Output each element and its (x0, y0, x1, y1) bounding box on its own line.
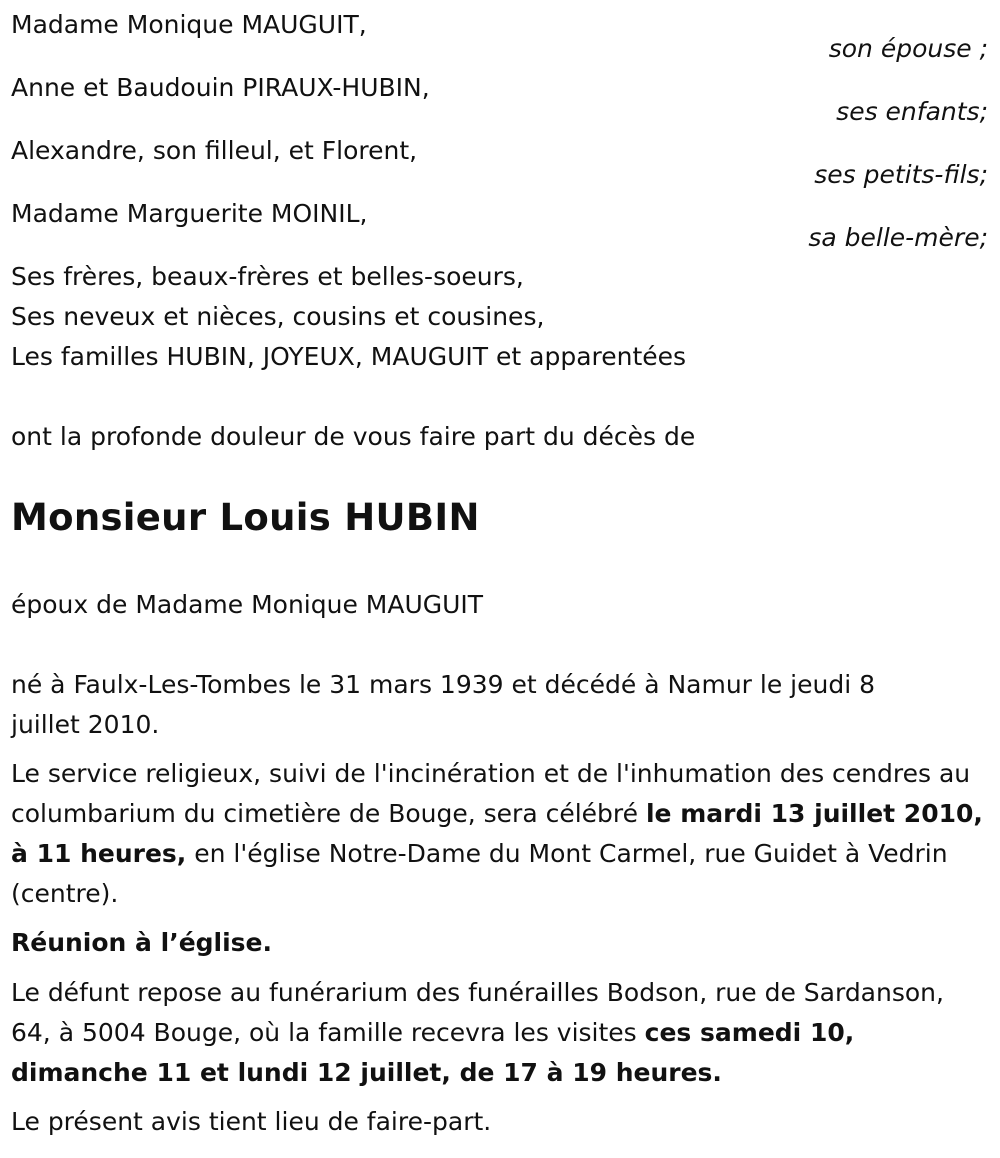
family-relation-2: ses enfants; (836, 97, 988, 126)
visits-dates: ces samedi 10, dimanche 11 et lundi 12 juillet, de 17 à 19 heures. (11, 1018, 855, 1087)
family-name-3: Alexandre, son filleul, et Florent, (11, 136, 418, 165)
service-date: le mardi 13 juillet 2010, à 11 heures, (11, 799, 983, 868)
family-relation-1: son épouse ; (828, 34, 988, 63)
family-name-2: Anne et Baudouin PIRAUX-HUBIN, (11, 73, 430, 102)
service-outro: en l'église Notre-Dame du Mont Carmel, rue Guidet à Vedrin (centre). (11, 839, 948, 908)
deceased-name: Monsieur Louis HUBIN (11, 496, 480, 539)
family-relation-3: ses petits-fils; (814, 160, 988, 189)
family-name-1: Madame Monique MAUGUIT, (11, 10, 367, 39)
announcement-text: ont la profonde douleur de vous faire part du décès de (11, 422, 696, 451)
extended-family-line-3: Les familles HUBIN, JOYEUX, MAUGUIT et apparentées (11, 342, 687, 371)
visits-intro: Le défunt repose au funérarium des funérailles Bodson, rue de Sardanson, 64, à 5004 Bouge, où la famille recevra les visites (11, 978, 944, 1047)
closing-note: Le présent avis tient lieu de faire-part. (11, 1107, 492, 1136)
family-relation-4: sa belle-mère; (808, 223, 988, 252)
meeting-note: Réunion à l’église. (11, 928, 273, 957)
family-name-4: Madame Marguerite MOINIL, (11, 199, 368, 228)
extended-family-line-2: Ses neveux et nièces, cousins et cousines, (11, 302, 545, 331)
spouse-line: époux de Madame Monique MAUGUIT (11, 590, 484, 619)
extended-family-line-1: Ses frères, beaux-frères et belles-soeurs, (11, 262, 524, 291)
service-intro: Le service religieux, suivi de l'incinération et de l'inhumation des cendres au columbarium du cimetière de Bouge, sera célébré (11, 759, 971, 828)
service-paragraph (11, 754, 991, 914)
birth-death-paragraph: né à Faulx-Les-Tombes le 31 mars 1939 et décédé à Namur le jeudi 8 juillet 2010. (11, 670, 876, 739)
visits-paragraph (11, 973, 991, 1093)
